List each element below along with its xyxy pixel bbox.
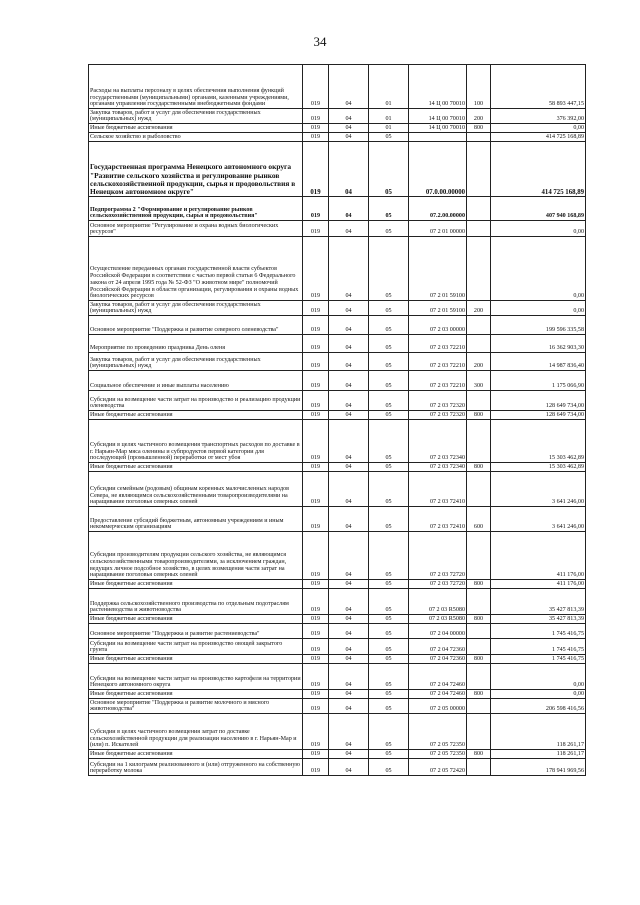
row-expense-type-cell: 800 (467, 750, 491, 759)
row-target-article-cell: 07 2 01 59100 (409, 301, 467, 316)
row-subsection-code-cell: 01 (369, 124, 409, 133)
table-row (89, 353, 586, 371)
table-row (89, 589, 586, 615)
row-expense-type-cell: 800 (467, 690, 491, 699)
row-section-code-cell: 04 (329, 124, 369, 133)
row-name-cell: Иные бюджетные ассигнования (89, 580, 303, 589)
row-grbs-code-cell: 019 (303, 371, 329, 391)
row-expense-type-cell: 200 (467, 301, 491, 316)
table-row (89, 759, 586, 776)
row-name-cell: Субсидии на возмещение части затрат на производство и реализацию продукции оленеводства (89, 391, 303, 411)
table-row (89, 420, 586, 463)
row-name-cell: Мероприятие по проведению праздника День оленя (89, 335, 303, 353)
table-row (89, 463, 586, 472)
row-target-article-cell: 07 2 05 00000 (409, 699, 467, 714)
row-target-article-cell: 14 Ц 00 70010 (409, 65, 467, 109)
row-subsection-code-cell: 05 (369, 371, 409, 391)
row-section-code-cell: 04 (329, 335, 369, 353)
row-subsection-code-cell: 05 (369, 420, 409, 463)
table-row (89, 714, 586, 750)
row-target-article-cell: 07 2 03 00000 (409, 316, 467, 335)
row-grbs-code-cell: 019 (303, 714, 329, 750)
row-name-cell: Субсидии на возмещение части затрат на производство овощей закрытого грунта (89, 639, 303, 655)
row-section-code-cell: 04 (329, 420, 369, 463)
row-grbs-code-cell: 019 (303, 655, 329, 664)
row-target-article-cell: 07 2 03 72320 (409, 391, 467, 411)
row-subsection-code-cell: 05 (369, 133, 409, 142)
row-subsection-code-cell: 01 (369, 109, 409, 124)
row-grbs-code-cell: 019 (303, 221, 329, 237)
row-target-article-cell: 07 2 04 00000 (409, 624, 467, 639)
row-grbs-code-cell: 019 (303, 353, 329, 371)
table-row (89, 411, 586, 420)
row-subsection-code-cell: 05 (369, 197, 409, 221)
table-row (89, 472, 586, 507)
row-grbs-code-cell: 019 (303, 472, 329, 507)
row-name-cell: Основное мероприятие "Поддержка и развитие северного оленеводства" (89, 316, 303, 335)
row-grbs-code-cell: 019 (303, 124, 329, 133)
table-row (89, 615, 586, 624)
row-grbs-code-cell: 019 (303, 589, 329, 615)
row-target-article-cell: 07 2 03 R5080 (409, 589, 467, 615)
row-amount-cell: 15 303 462,89 (491, 420, 586, 463)
row-name-cell: Основное мероприятие "Поддержка и развитие растениеводства" (89, 624, 303, 639)
row-amount-cell: 178 941 969,56 (491, 759, 586, 776)
row-section-code-cell: 04 (329, 639, 369, 655)
row-amount-cell: 0,00 (491, 301, 586, 316)
table-row (89, 142, 586, 197)
row-section-code-cell: 04 (329, 750, 369, 759)
row-expense-type-cell (467, 142, 491, 197)
row-name-cell: Расходы на выплаты персоналу в целях обеспечения выполнения функций государственными (муниципальными) органами, казенными учреждениями, органами управления государственными внебюджетными фондами (89, 65, 303, 109)
row-expense-type-cell: 800 (467, 580, 491, 589)
row-grbs-code-cell: 019 (303, 411, 329, 420)
row-target-article-cell: 07.0.00.00000 (409, 142, 467, 197)
row-target-article-cell: 07 2 03 R5080 (409, 615, 467, 624)
row-subsection-code-cell: 05 (369, 142, 409, 197)
row-amount-cell: 206 598 416,56 (491, 699, 586, 714)
row-grbs-code-cell: 019 (303, 615, 329, 624)
row-subsection-code-cell: 05 (369, 690, 409, 699)
row-amount-cell: 3 641 246,00 (491, 507, 586, 532)
row-target-article-cell: 07 2 04 72360 (409, 639, 467, 655)
row-target-article-cell: 07 2 03 72320 (409, 411, 467, 420)
row-target-article-cell: 14 Ц 00 70010 (409, 124, 467, 133)
row-target-article-cell: 07 2 03 72720 (409, 580, 467, 589)
row-name-cell: Субсидии в целях частичного возмещения затрат по доставке сельскохозяйственной продукции для реализации населению в г. Нарьян-Мар и (или) п. Искателей (89, 714, 303, 750)
row-amount-cell: 0,00 (491, 124, 586, 133)
row-expense-type-cell: 200 (467, 109, 491, 124)
row-amount-cell: 35 427 813,39 (491, 615, 586, 624)
row-section-code-cell: 04 (329, 532, 369, 580)
row-subsection-code-cell: 05 (369, 759, 409, 776)
row-target-article-cell: 07 2 03 72340 (409, 420, 467, 463)
row-expense-type-cell: 600 (467, 507, 491, 532)
row-amount-cell: 411 176,00 (491, 532, 586, 580)
row-expense-type-cell: 200 (467, 353, 491, 371)
row-section-code-cell: 04 (329, 655, 369, 664)
row-name-cell: Закупка товаров, работ и услуг для обеспечения государственных (муниципальных) нужд (89, 301, 303, 316)
row-target-article-cell: 07 2 01 00000 (409, 221, 467, 237)
row-amount-cell: 58 893 447,15 (491, 65, 586, 109)
row-name-cell: Подпрограмма 2 "Формирование и регулирование рынков сельскохозяйственной продукции, сырья и продовольствия" (89, 197, 303, 221)
row-grbs-code-cell: 019 (303, 142, 329, 197)
row-subsection-code-cell: 05 (369, 589, 409, 615)
row-amount-cell: 14 987 836,40 (491, 353, 586, 371)
row-expense-type-cell (467, 714, 491, 750)
row-target-article-cell: 07 2 01 59100 (409, 237, 467, 301)
row-target-article-cell: 07 2 03 72720 (409, 532, 467, 580)
row-section-code-cell: 04 (329, 197, 369, 221)
row-subsection-code-cell: 05 (369, 750, 409, 759)
budget-table (88, 64, 586, 776)
row-name-cell: Иные бюджетные ассигнования (89, 690, 303, 699)
row-grbs-code-cell: 019 (303, 463, 329, 472)
row-grbs-code-cell: 019 (303, 316, 329, 335)
row-expense-type-cell (467, 664, 491, 690)
row-expense-type-cell: 800 (467, 615, 491, 624)
row-section-code-cell: 04 (329, 411, 369, 420)
row-name-cell: Субсидии семейным (родовым) общинам коренных малочисленных народов Севера, не являющимся сельскохозяйственными товаропроизводителями на наращивание поголовья северных оленей (89, 472, 303, 507)
table-row (89, 580, 586, 589)
row-section-code-cell: 04 (329, 624, 369, 639)
row-target-article-cell: 07 2 04 72460 (409, 664, 467, 690)
row-subsection-code-cell: 05 (369, 301, 409, 316)
row-amount-cell: 0,00 (491, 237, 586, 301)
table-row (89, 624, 586, 639)
row-grbs-code-cell: 019 (303, 580, 329, 589)
row-amount-cell: 407 940 168,89 (491, 197, 586, 221)
table-row (89, 639, 586, 655)
row-name-cell: Иные бюджетные ассигнования (89, 750, 303, 759)
row-grbs-code-cell: 019 (303, 65, 329, 109)
row-subsection-code-cell: 05 (369, 639, 409, 655)
row-amount-cell: 199 596 335,58 (491, 316, 586, 335)
row-target-article-cell: 07 2 03 72340 (409, 463, 467, 472)
row-grbs-code-cell: 019 (303, 301, 329, 316)
row-amount-cell: 3 641 246,00 (491, 472, 586, 507)
row-name-cell: Основное мероприятие "Регулирование и охрана водных биологических ресурсов" (89, 221, 303, 237)
row-name-cell: Иные бюджетные ассигнования (89, 463, 303, 472)
row-grbs-code-cell: 019 (303, 664, 329, 690)
row-target-article-cell: 07 2 03 72210 (409, 353, 467, 371)
row-grbs-code-cell: 019 (303, 532, 329, 580)
row-section-code-cell: 04 (329, 133, 369, 142)
row-grbs-code-cell: 019 (303, 750, 329, 759)
row-section-code-cell: 04 (329, 589, 369, 615)
row-subsection-code-cell: 05 (369, 664, 409, 690)
table-row (89, 391, 586, 411)
table-row (89, 65, 586, 109)
row-name-cell: Социальное обеспечение и иные выплаты населению (89, 371, 303, 391)
row-section-code-cell: 04 (329, 391, 369, 411)
row-subsection-code-cell: 05 (369, 316, 409, 335)
row-expense-type-cell (467, 639, 491, 655)
row-target-article-cell: 07 2 03 72410 (409, 472, 467, 507)
row-amount-cell: 128 649 734,00 (491, 391, 586, 411)
row-subsection-code-cell: 05 (369, 335, 409, 353)
table-row (89, 221, 586, 237)
row-name-cell: Субсидии на возмещение части затрат на производство картофеля на территории Ненецкого автономного округа (89, 664, 303, 690)
row-section-code-cell: 04 (329, 316, 369, 335)
row-name-cell: Иные бюджетные ассигнования (89, 124, 303, 133)
row-target-article-cell: 07.2.00.00000 (409, 197, 467, 221)
row-target-article-cell: 07 2 04 72460 (409, 690, 467, 699)
row-section-code-cell: 04 (329, 507, 369, 532)
row-expense-type-cell: 800 (467, 655, 491, 664)
row-section-code-cell: 04 (329, 580, 369, 589)
table-row (89, 532, 586, 580)
table-row (89, 133, 586, 142)
row-grbs-code-cell: 019 (303, 109, 329, 124)
row-target-article-cell: 07 2 05 72350 (409, 714, 467, 750)
row-subsection-code-cell: 05 (369, 221, 409, 237)
row-amount-cell: 118 261,17 (491, 750, 586, 759)
row-expense-type-cell (467, 624, 491, 639)
row-expense-type-cell: 100 (467, 65, 491, 109)
row-subsection-code-cell: 01 (369, 65, 409, 109)
row-section-code-cell: 04 (329, 301, 369, 316)
row-name-cell: Закупка товаров, работ и услуг для обеспечения государственных (муниципальных) нужд (89, 353, 303, 371)
row-subsection-code-cell: 05 (369, 532, 409, 580)
row-target-article-cell: 14 Ц 00 70010 (409, 109, 467, 124)
row-section-code-cell: 04 (329, 690, 369, 699)
row-target-article-cell: 07 2 04 72360 (409, 655, 467, 664)
row-name-cell: Предоставление субсидий бюджетным, автономным учреждениям и иным некоммерческим организациям (89, 507, 303, 532)
row-name-cell: Закупка товаров, работ и услуг для обеспечения государственных (муниципальных) нужд (89, 109, 303, 124)
row-section-code-cell: 04 (329, 463, 369, 472)
row-expense-type-cell: 800 (467, 463, 491, 472)
row-amount-cell: 1 745 416,75 (491, 639, 586, 655)
row-expense-type-cell: 800 (467, 411, 491, 420)
table-row (89, 699, 586, 714)
table-row (89, 335, 586, 353)
row-expense-type-cell (467, 237, 491, 301)
row-target-article-cell: 07 2 05 72420 (409, 759, 467, 776)
row-amount-cell: 16 362 903,30 (491, 335, 586, 353)
table-row (89, 316, 586, 335)
row-subsection-code-cell: 05 (369, 411, 409, 420)
row-name-cell: Сельское хозяйство и рыболовство (89, 133, 303, 142)
row-name-cell: Субсидии на 1 килограмм реализованного и (или) отгруженного на собственную переработку молока (89, 759, 303, 776)
row-amount-cell: 15 303 462,89 (491, 463, 586, 472)
row-section-code-cell: 04 (329, 699, 369, 714)
row-name-cell: Иные бюджетные ассигнования (89, 655, 303, 664)
row-amount-cell: 411 176,00 (491, 580, 586, 589)
table-row (89, 197, 586, 221)
table-row (89, 109, 586, 124)
row-grbs-code-cell: 019 (303, 237, 329, 301)
row-target-article-cell (409, 133, 467, 142)
row-expense-type-cell (467, 391, 491, 411)
row-grbs-code-cell: 019 (303, 690, 329, 699)
row-name-cell: Субсидии производителям продукции сельского хозяйства, не являющимся сельскохозяйственными товаропроизводителями, за исключением граждан, ведущих личное подсобное хозяйство, в целях возмещения части затрат на наращивание поголовья северных оленей (89, 532, 303, 580)
row-amount-cell: 118 261,17 (491, 714, 586, 750)
row-amount-cell: 0,00 (491, 221, 586, 237)
row-subsection-code-cell: 05 (369, 237, 409, 301)
row-target-article-cell: 07 2 03 72210 (409, 371, 467, 391)
row-subsection-code-cell: 05 (369, 507, 409, 532)
row-amount-cell: 1 745 416,75 (491, 624, 586, 639)
row-grbs-code-cell: 019 (303, 624, 329, 639)
row-expense-type-cell (467, 335, 491, 353)
table-row (89, 750, 586, 759)
row-section-code-cell: 04 (329, 237, 369, 301)
row-name-cell: Субсидии в целях частичного возмещения транспортных расходов по доставке в г. Нарьян-Мар мяса оленины и субпродуктов первой категории для последующей (промышленной) переработки от мест убоя (89, 420, 303, 463)
row-amount-cell: 35 427 813,39 (491, 589, 586, 615)
row-grbs-code-cell: 019 (303, 699, 329, 714)
row-expense-type-cell (467, 699, 491, 714)
row-section-code-cell: 04 (329, 371, 369, 391)
row-subsection-code-cell: 05 (369, 580, 409, 589)
row-expense-type-cell (467, 759, 491, 776)
row-grbs-code-cell: 019 (303, 133, 329, 142)
row-expense-type-cell (467, 221, 491, 237)
row-subsection-code-cell: 05 (369, 463, 409, 472)
row-target-article-cell: 07 2 05 72350 (409, 750, 467, 759)
row-subsection-code-cell: 05 (369, 699, 409, 714)
row-subsection-code-cell: 05 (369, 472, 409, 507)
row-amount-cell: 376 392,00 (491, 109, 586, 124)
row-subsection-code-cell: 05 (369, 655, 409, 664)
row-grbs-code-cell: 019 (303, 507, 329, 532)
row-target-article-cell: 07 2 03 72410 (409, 507, 467, 532)
row-subsection-code-cell: 05 (369, 714, 409, 750)
row-section-code-cell: 04 (329, 65, 369, 109)
row-section-code-cell: 04 (329, 353, 369, 371)
row-expense-type-cell (467, 472, 491, 507)
table-row (89, 690, 586, 699)
row-grbs-code-cell: 019 (303, 391, 329, 411)
row-name-cell: Основное мероприятие "Поддержка и развитие молочного и мясного животноводства" (89, 699, 303, 714)
page-number: 34 (313, 34, 327, 49)
table-row (89, 124, 586, 133)
row-grbs-code-cell: 019 (303, 759, 329, 776)
row-grbs-code-cell: 019 (303, 639, 329, 655)
row-amount-cell: 1 175 066,90 (491, 371, 586, 391)
row-section-code-cell: 04 (329, 109, 369, 124)
row-amount-cell: 0,00 (491, 664, 586, 690)
row-section-code-cell: 04 (329, 615, 369, 624)
table-row (89, 664, 586, 690)
table-row (89, 507, 586, 532)
budget-table-body (89, 65, 586, 776)
table-row (89, 301, 586, 316)
row-name-cell: Поддержка сельскохозяйственного производства по отдельным подотраслям растениеводства и животноводства (89, 589, 303, 615)
row-expense-type-cell: 300 (467, 371, 491, 391)
row-grbs-code-cell: 019 (303, 420, 329, 463)
row-amount-cell: 0,00 (491, 690, 586, 699)
table-row (89, 237, 586, 301)
row-expense-type-cell (467, 197, 491, 221)
row-name-cell: Иные бюджетные ассигнования (89, 615, 303, 624)
row-subsection-code-cell: 05 (369, 624, 409, 639)
row-subsection-code-cell: 05 (369, 615, 409, 624)
table-row (89, 371, 586, 391)
row-amount-cell: 414 725 168,89 (491, 142, 586, 197)
row-target-article-cell: 07 2 03 72210 (409, 335, 467, 353)
row-name-cell: Иные бюджетные ассигнования (89, 411, 303, 420)
row-expense-type-cell: 800 (467, 124, 491, 133)
row-expense-type-cell (467, 532, 491, 580)
row-name-cell: Осуществление переданных органам государственной власти субъектов Российской Федерации в соответствии с частью первой статьи 6 Федерального закона от 24 апреля 1995 года № 52-ФЗ "О животном мире" полномочий Российской Федерации в области организации, регулирования и охраны водных биологических ресурсов (89, 237, 303, 301)
row-subsection-code-cell: 05 (369, 391, 409, 411)
row-expense-type-cell (467, 589, 491, 615)
row-expense-type-cell (467, 420, 491, 463)
row-amount-cell: 128 649 734,00 (491, 411, 586, 420)
row-grbs-code-cell: 019 (303, 335, 329, 353)
row-section-code-cell: 04 (329, 142, 369, 197)
row-section-code-cell: 04 (329, 759, 369, 776)
row-amount-cell: 414 725 168,89 (491, 133, 586, 142)
row-section-code-cell: 04 (329, 714, 369, 750)
table-row (89, 655, 586, 664)
row-section-code-cell: 04 (329, 472, 369, 507)
row-expense-type-cell (467, 133, 491, 142)
row-grbs-code-cell: 019 (303, 197, 329, 221)
row-name-cell: Государственная программа Ненецкого автономного округа "Развитие сельского хозяйства и регулирование рынков сельскохозяйственной продукции, сырья и продовольствия в Ненецком автономном округе" (89, 142, 303, 197)
row-expense-type-cell (467, 316, 491, 335)
row-section-code-cell: 04 (329, 664, 369, 690)
row-amount-cell: 1 745 416,75 (491, 655, 586, 664)
row-subsection-code-cell: 05 (369, 353, 409, 371)
row-section-code-cell: 04 (329, 221, 369, 237)
